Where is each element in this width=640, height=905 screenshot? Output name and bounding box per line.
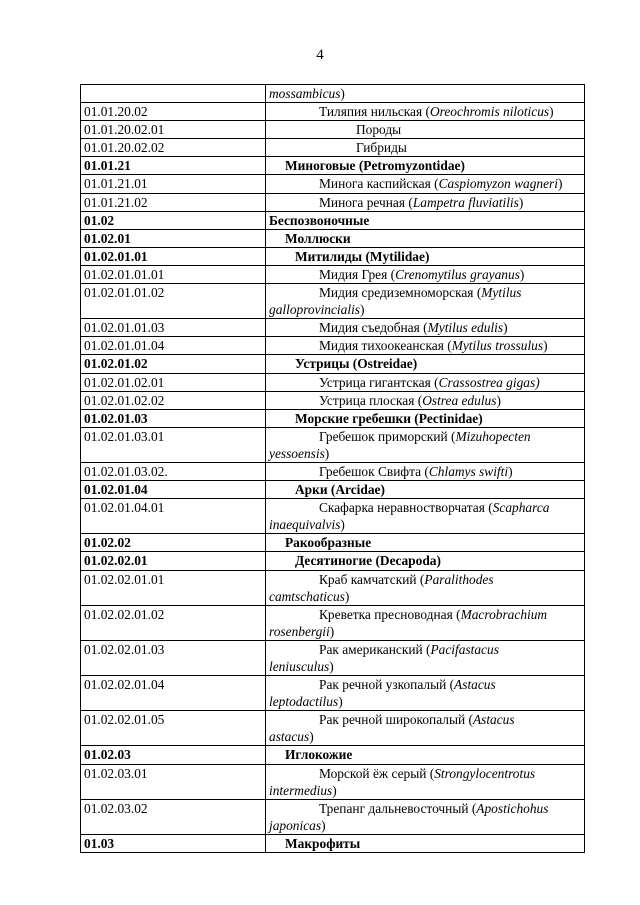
row-code [81, 85, 266, 103]
name-text: ) [344, 588, 350, 604]
name-text: Мидия Грея ( [319, 266, 396, 282]
row-name [266, 409, 585, 427]
row-code: 01.02.01.01 [81, 247, 266, 265]
latin-name: leptodactilus [269, 694, 339, 710]
name-text: Устрица гигантская ( [319, 374, 439, 390]
table-row [81, 427, 585, 462]
row-name-line [269, 571, 580, 588]
row-name-line-continued [269, 728, 580, 745]
latin-name: yessoensis [269, 445, 325, 461]
table-row [81, 711, 585, 746]
page-number: 4 [316, 47, 324, 63]
table-row [81, 534, 585, 552]
name-text: Устрицы (Ostreidae) [295, 356, 418, 372]
row-name-line [269, 481, 580, 498]
row-code: 01.02.02.01.05 [81, 711, 266, 746]
name-text: Гибриды [356, 140, 407, 156]
row-name-line [269, 319, 580, 336]
row-name [266, 85, 585, 103]
latin-name: Astacus [454, 677, 496, 693]
table-row [81, 570, 585, 605]
row-name [266, 229, 585, 247]
row-code: 01.02.01.04 [81, 481, 266, 499]
name-text: ) [340, 86, 345, 101]
latin-name: Mytilus trossulus [451, 338, 544, 354]
latin-name: Ostrea edulus [422, 392, 497, 408]
latin-name: intermedius [269, 782, 333, 798]
row-name-line [269, 266, 580, 283]
table-row [81, 337, 585, 355]
name-text: Гребешок Свифта ( [319, 463, 429, 479]
table-row [81, 284, 585, 319]
row-code: 01.02.02.01.02 [81, 605, 266, 640]
row-name [266, 534, 585, 552]
row-code: 01.01.20.02.01 [81, 121, 266, 139]
row-name [266, 711, 585, 746]
row-name-line [269, 194, 580, 211]
name-text: Краб камчатский ( [319, 571, 425, 587]
row-name-line-continued [269, 693, 580, 710]
name-text: Породы [356, 122, 402, 138]
row-name [266, 746, 585, 764]
table-row [81, 640, 585, 675]
row-name-line [269, 410, 580, 427]
row-name [266, 157, 585, 175]
name-text: ) [329, 623, 335, 639]
name-text: Трепанг дальневосточный ( [319, 800, 477, 816]
name-text: Минога речная ( [319, 194, 413, 210]
row-name-line-continued [269, 623, 580, 640]
row-code: 01.02.01.02.02 [81, 391, 266, 409]
name-text: Морские гребешки (Pectinidae) [295, 410, 483, 426]
table-row [81, 764, 585, 799]
latin-name: leniusculus [269, 659, 330, 674]
table-row [81, 229, 585, 247]
classifier-table-body [81, 85, 585, 853]
name-text: Ракообразные [285, 535, 372, 551]
name-text: Тиляпия нильская ( [319, 104, 430, 120]
name-text: Беспозвоночные [269, 212, 370, 228]
table-row [81, 373, 585, 391]
row-code: 01.02.01.01.04 [81, 337, 266, 355]
row-code: 01.02.02.01.03 [81, 640, 266, 675]
row-code: 01.02.01.03.02. [81, 462, 266, 480]
table-row [81, 462, 585, 480]
row-name [266, 337, 585, 355]
row-code: 01.02.01.01.01 [81, 265, 266, 283]
table-row [81, 499, 585, 534]
row-name [266, 265, 585, 283]
name-text: ) [518, 194, 524, 210]
name-text: ) [508, 463, 513, 479]
row-name [266, 247, 585, 265]
row-code: 01.02.02 [81, 534, 266, 552]
table-row [81, 157, 585, 175]
row-name-line [269, 157, 580, 174]
row-code: 01.02.01.03 [81, 409, 266, 427]
row-name-line [269, 139, 580, 156]
table-row [81, 103, 585, 121]
row-name [266, 121, 585, 139]
name-text: Скафарка неравностворчатая ( [319, 500, 493, 516]
table-row [81, 746, 585, 764]
latin-name: camtschaticus [269, 588, 345, 604]
row-code: 01.01.21.01 [81, 175, 266, 193]
latin-name: Strongylocentrotus [434, 765, 536, 781]
row-name [266, 640, 585, 675]
row-name [266, 103, 585, 121]
row-name [266, 355, 585, 373]
row-name [266, 462, 585, 480]
row-name [266, 373, 585, 391]
row-name-line [269, 337, 580, 354]
row-name [266, 211, 585, 229]
row-code: 01.02.01.01.03 [81, 319, 266, 337]
row-name-line [269, 711, 580, 728]
row-code: 01.02 [81, 211, 266, 229]
row-name-line-continued [269, 445, 580, 462]
name-text: Десятиногие (Decapoda) [295, 553, 441, 569]
table-row [81, 481, 585, 499]
row-code: 01.02.03.01 [81, 764, 266, 799]
row-name [266, 676, 585, 711]
name-text: Иглокожие [285, 747, 353, 763]
table-row [81, 834, 585, 852]
row-code: 01.02.01.04.01 [81, 499, 266, 534]
latin-name: Mizuhopecten [455, 428, 531, 444]
row-name [266, 764, 585, 799]
table-row [81, 676, 585, 711]
row-code: 01.01.21 [81, 157, 266, 175]
row-name-line-continued [269, 782, 580, 799]
row-name [266, 139, 585, 157]
classifier-table [80, 84, 585, 853]
table-row [81, 193, 585, 211]
row-name-line-continued [269, 516, 580, 533]
row-name-line [269, 606, 580, 623]
name-text: Креветка пресноводная ( [319, 606, 461, 622]
latin-name: inaequivalvis [269, 517, 341, 533]
row-name-line-continued [269, 817, 580, 834]
table-row [81, 391, 585, 409]
row-name [266, 570, 585, 605]
latin-name: astacus [269, 729, 310, 745]
row-name-line [269, 355, 580, 372]
table-row [81, 799, 585, 834]
name-text: ) [340, 517, 345, 533]
row-name-line [269, 248, 580, 265]
row-name-line [269, 552, 580, 569]
row-code: 01.01.20.02.02 [81, 139, 266, 157]
row-name-line [269, 835, 580, 852]
row-name-line-continued [269, 658, 580, 675]
name-text: ) [338, 694, 343, 710]
row-code: 01.02.01.03.01 [81, 427, 266, 462]
name-text: Рак речной широкопалый ( [319, 712, 473, 728]
row-name [266, 193, 585, 211]
name-text: Мидия съедобная ( [319, 320, 428, 336]
row-name-line [269, 463, 580, 480]
name-text: ) [549, 104, 554, 120]
row-name-line [269, 103, 580, 120]
name-text: ) [360, 302, 365, 318]
row-code: 01.02.02.01.04 [81, 676, 266, 711]
row-name [266, 799, 585, 834]
latin-name: mossambicus [269, 86, 341, 101]
row-name [266, 834, 585, 852]
name-text: Миноговые (Petromyzontidae) [285, 158, 465, 174]
row-code: 01.01.21.02 [81, 193, 266, 211]
name-text: ) [543, 338, 548, 354]
name-text: ) [321, 817, 326, 833]
row-name [266, 427, 585, 462]
name-text: Мидия средиземноморская ( [319, 285, 482, 301]
name-text: Устрица плоская ( [319, 392, 423, 408]
name-text: ) [324, 445, 330, 461]
row-code: 01.01.20.02 [81, 103, 266, 121]
row-name [266, 552, 585, 570]
row-name-line [269, 499, 580, 516]
table-row [81, 85, 585, 103]
row-name-line-continued [269, 588, 580, 605]
latin-name: Chlamys swifti [428, 463, 509, 479]
row-name-line [269, 85, 580, 102]
row-code: 01.02.03 [81, 746, 266, 764]
latin-name: Apostichohus [476, 800, 549, 816]
row-name-line [269, 212, 580, 229]
row-name-line [269, 641, 580, 658]
row-name [266, 605, 585, 640]
row-code: 01.02.02.01 [81, 552, 266, 570]
row-name-line [269, 746, 580, 763]
latin-name: Pacifastacus [430, 641, 499, 657]
table-row [81, 247, 585, 265]
row-name-line [269, 534, 580, 551]
latin-name: Crassostrea gigas) [438, 374, 540, 390]
name-text: Моллюски [285, 230, 351, 246]
table-row [81, 605, 585, 640]
latin-name: Caspiomyzon wagneri [438, 176, 558, 192]
row-name [266, 319, 585, 337]
row-name [266, 391, 585, 409]
row-name-line-continued [269, 301, 580, 318]
latin-name: Astacus [472, 712, 515, 728]
row-code: 01.02.01 [81, 229, 266, 247]
latin-name: Oreochromis niloticus [429, 104, 550, 120]
row-name-line [269, 230, 580, 247]
row-name-line [269, 676, 580, 693]
name-text: Рак американский ( [319, 641, 431, 657]
row-name-line [269, 374, 580, 391]
row-name-line [269, 121, 580, 138]
name-text: Рак речной узкопалый ( [319, 677, 455, 693]
row-name-line [269, 765, 580, 782]
row-name-line [269, 284, 580, 301]
name-text: ) [309, 729, 314, 745]
latin-name: Macrobrachium [460, 606, 548, 622]
latin-name: Paralithodes [424, 571, 494, 587]
table-row [81, 175, 585, 193]
latin-name: galloprovincialis [269, 302, 361, 318]
row-name-line [269, 800, 580, 817]
row-name-line [269, 175, 580, 192]
latin-name: Mytilus [481, 285, 522, 301]
name-text: Морской ёж серый ( [319, 765, 435, 781]
row-name-line [269, 428, 580, 445]
table-row [81, 211, 585, 229]
table-row [81, 121, 585, 139]
name-text: Митилиды (Mytilidae) [295, 248, 430, 264]
name-text: ) [332, 782, 337, 798]
name-text: Минога каспийская ( [319, 176, 439, 192]
latin-name: Mytilus edulis [427, 320, 504, 336]
name-text: Мидия тихоокеанская ( [319, 338, 452, 354]
row-code: 01.02.01.02 [81, 355, 266, 373]
name-text: Макрофиты [285, 835, 361, 851]
name-text: ) [503, 320, 508, 336]
row-code: 01.02.02.01.01 [81, 570, 266, 605]
table-row [81, 319, 585, 337]
row-name [266, 481, 585, 499]
row-name [266, 284, 585, 319]
row-name [266, 175, 585, 193]
table-row [81, 409, 585, 427]
latin-name: Lampetra fluviatilis [412, 194, 519, 210]
table-row [81, 139, 585, 157]
name-text: Арки (Arcidae) [295, 482, 385, 498]
name-text: ) [519, 266, 525, 282]
latin-name: japonicas [269, 817, 322, 833]
row-code: 01.02.03.02 [81, 799, 266, 834]
latin-name: Crenomytilus grayanus [395, 266, 520, 282]
name-text: ) [557, 176, 563, 192]
row-code: 01.02.01.01.02 [81, 284, 266, 319]
name-text: Гребешок приморский ( [319, 428, 456, 444]
latin-name: rosenbergii [269, 623, 330, 639]
name-text: ) [329, 659, 334, 674]
table-row [81, 355, 585, 373]
name-text: ) [496, 392, 501, 408]
row-code: 01.03 [81, 834, 266, 852]
row-code: 01.02.01.02.01 [81, 373, 266, 391]
row-name-line [269, 392, 580, 409]
table-row [81, 265, 585, 283]
table-row [81, 552, 585, 570]
row-name [266, 499, 585, 534]
latin-name: Scapharca [492, 500, 550, 516]
